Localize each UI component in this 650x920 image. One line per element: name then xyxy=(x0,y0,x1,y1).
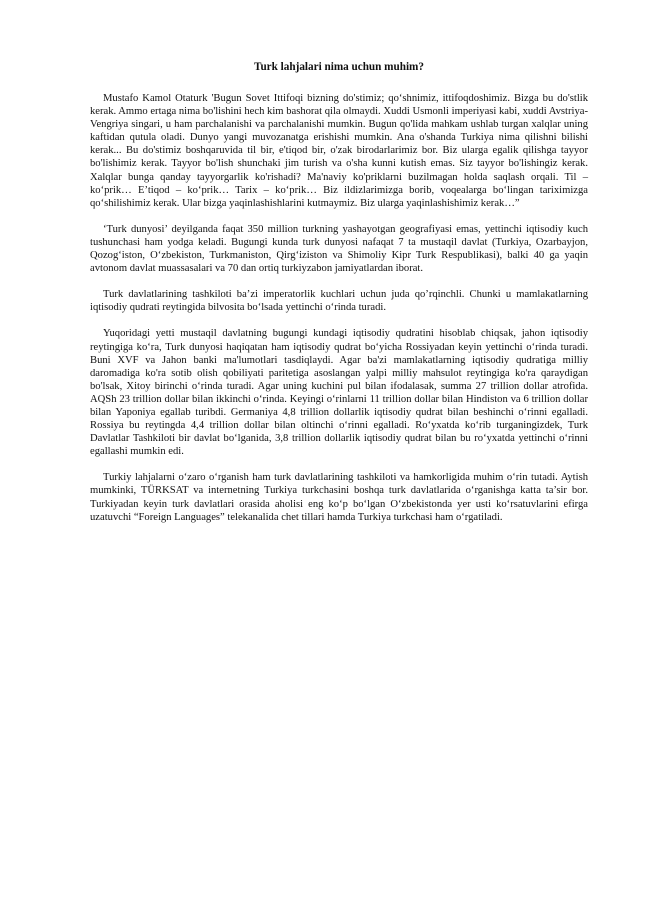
paragraph-organization: Turk davlatlarining tashkiloti ba’zi imperatorlik kuchlari uchun juda qo’rqinchli. Chunki u mamlakatlarning iqtisodiy qudrati reytingida bilvosita bo‘lsada yettinchi o‘rinda turadi. xyxy=(90,289,588,314)
document-page xyxy=(90,60,588,537)
paragraph-turkic-world: ‘Turk dunyosi’ deyilganda faqat 350 million turkning yashayotgan geografiyasi emas, yettinchi iqtisodiy kuch tushunchasi ham yodga keladi. Bugungi kunda turk dunyosi nafaqat 7 ta mustaqil davlat (Turkiya, Ozarbayjon, Qozog‘iston, O‘zbekiston, Turkmaniston, Qirg‘iziston va Shimoliy Kipr Turk Respublikasi), balki 40 ga yaqin avtonom davlat muassasalari va 70 dan ortiq turkiyzabon jamiyatlardan iborat. xyxy=(90,223,588,275)
paragraph-dialects: Turkiy lahjalarni o‘zaro o‘rganish ham turk davlatlarining tashkiloti va hamkorligida muhim o‘rin tutadi. Aytish mumkinki, TÜRKSAT va internetning Turkiya turkchasini boshqa turk davlatlarida o‘rganishga katta ta’sir bor. Turkiyadan keyin turk davlatlari orasida aholisi eng ko‘p bo‘lgan O‘zbekistonda yer usti ko‘rsatuvlarini efirga uzatuvchi “Foreign Languages” telekanalida chet tillari hamda Turkiya turkchasi ham o‘rgatiladi. xyxy=(90,472,588,523)
document-title: Turk lahjalari nima uchun muhim? xyxy=(254,61,424,73)
paragraph-ataturk-quote: Mustafo Kamol Otaturk 'Bugun Sovet Ittifoqi bizning do'stimiz; qo‘shnimiz, ittifoqdoshimiz. Bizga bu do'stlik kerak. Ammo ertaga nima bo'lishini hech kim bashorat qila olmaydi. Xuddi Usmonli imperiyasi kabi, xuddi Avstriya-Vengriya singari, u ham parchalanishi va parchalanishi mumkin. Bugun qo'lida mahkam ushlab turgan xalqlar uning kaftidan qutula oladi. Dunyo yangi muvozanatga erishishi mumkin. Ana o'shanda Turkiya nima qilishni bilishi kerak... Bu do'stimiz boshqaruvida til bir, e'tiqod bir, o'zak birodarlarimiz bor. Biz ularga egalik qilishga tayyor bo'lishimiz kerak. Tayyor bo'lish shunchaki jim turish va o'sha kunni kutish emas. Siz tayyor bo'lishingiz kerak. Xalqlar bunga qanday tayyorgarlik ko'rishadi? Ma'naviy ko'priklarni buzilmagan holda saqlash orqali. Til – ko‘prik… E’tiqod – ko‘prik… Tarix – ko‘prik… Biz ildizlarimizga borib, voqealarga bo‘lingan tariximizga qo‘shilishimiz kerak. Ular bizga yaqinlashishlarini kutmaymiz. Biz ularga yaqinlashishimiz kerak…” xyxy=(90,93,588,209)
paragraph-economic-ranking: Yuqoridagi yetti mustaqil davlatning bugungi kundagi iqtisodiy qudratini hisoblab chiqsak, jahon iqtisodiy reytingiga ko‘ra, Turk dunyosi haqiqatan ham iqtisodiy qudrat bo‘yicha Rossiyadan keyin yettinchi o‘rinda turadi. Buni XVF va Jahon banki ma'lumotlari tasdiqlaydi. Agar ba'zi mamlakatlarning iqtisodiy qudratiga milliy daromadiga ko'ra sotib olish qobiliyati paritetiga asoslangan yalpi milliy mahsulot reytingiga ko'ra qaraydigan bo'lsak, Xitoy birinchi o‘rinda turadi. Agar uning kuchini pul bilan ifodalasak, summa 27 trillion dollar atrofida. AQSh 23 trillion dollar bilan ikkinchi o‘rinda. Keyingi o‘rinlarni 11 trillion dollar bilan Hindiston va 6 trillion dollar bilan Yaponiya egallab turibdi. Germaniya 4,8 trillion dollarlik iqtisodiy qudrat bilan beshinchi o‘rinni egalladi. Rossiya bu reytingda 4,4 trillion dollar bilan oltinchi o‘rinni egalladi. Ro‘yxatda ko‘rib turganingizdek, Turk Davlatlar Tashkiloti bir davlat bo‘lganida, 3,8 trillion dollarlik iqtisodiy qudrat bilan bu ro‘yxatda yettinchi o‘rinni egallashi mumkin edi. xyxy=(90,328,588,458)
